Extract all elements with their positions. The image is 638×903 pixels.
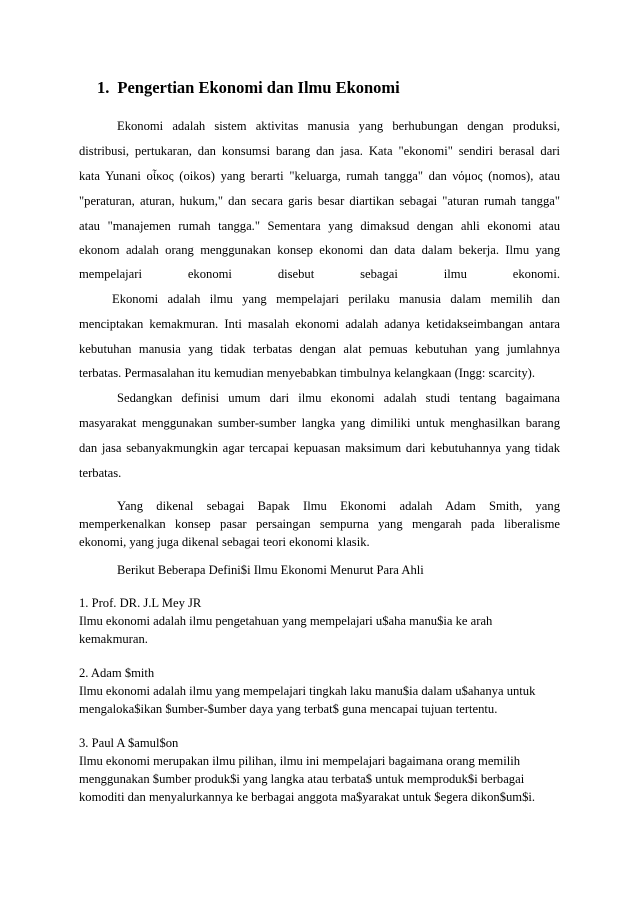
para3-line: Sedangkan definisi umum dari ilmu ekonomi adalah studi tentang bagaimana [117,391,560,405]
section-heading [97,78,400,98]
para2-line: Ekonomi adalah ilmu yang mempelajari perilaku manusia dalam memilih dan [112,292,560,306]
expert-definition-line: Ilmu ekonomi adalah ilmu pengetahuan yang mempelajari u$aha manu$ia ke arah [79,614,493,628]
para4-line: Yang dikenal sebagai Bapak Ilmu Ekonomi adalah Adam Smith, yang [117,499,560,513]
heading-number: 1. [97,78,110,97]
para4-line: ekonomi, yang juga dikenal sebagai teori ekonomi klasik. [79,535,370,549]
para1-line: mempelajari ekonomi disebut sebagai ilmu ekonomi. [79,267,560,281]
expert-definition-line: kemakmuran. [79,632,148,646]
para4-line: memperkenalkan konsep pasar persaingan sempurna yang mengarah pada liberalisme [79,517,560,531]
para2-line: kebutuhan manusia yang tidak terbatas dengan alat pemuas kebutuhan yang jumlahnya [79,342,560,356]
para2-line: terbatas. Permasalahan itu kemudian menyebabkan timbulnya kelangkaan (Ingg: scarcity). [79,366,536,380]
expert-definition-line: Ilmu ekonomi adalah ilmu yang mempelajari tingkah laku manu$ia dalam u$ahanya untuk [79,684,536,698]
definitions-intro: Berikut Beberapa Defini$i Ilmu Ekonomi Menurut Para Ahli [117,563,424,577]
para2-line: menciptakan kemakmuran. Inti masalah ekonomi adalah adanya ketidakseimbangan antara [79,317,560,331]
expert-definition-line: komoditi dan menyalurkannya ke berbagai anggota ma$yarakat untuk $egera dikon$um$i. [79,790,536,804]
para3-line: terbatas. [79,466,122,480]
expert-definition-line: mengaloka$ikan $umber-$umber daya yang terbat$ guna mencapai tujuan tertentu. [79,702,498,716]
para3-line: dan jasa sebanyakmungkin agar tercapai kepuasan maksimum dari kebutuhannya yang tidak [79,441,560,455]
expert-name: 1. Prof. DR. J.L Mey JR [79,596,202,610]
para1-line: Ekonomi adalah sistem aktivitas manusia yang berhubungan dengan produksi, [117,119,560,133]
expert-definition-line: menggunakan $umber produk$i yang langka atau terbata$ untuk memproduk$i berbagai [79,772,525,786]
para1-line: kata Yunani οἶκος (oikos) yang berarti "keluarga, rumah tangga" dan νόμος (nomos), atau [79,169,560,183]
expert-name: 3. Paul A $amul$on [79,736,179,750]
heading-title: Pengertian Ekonomi dan Ilmu Ekonomi [117,78,400,97]
para3-line: masyarakat menggunakan sumber-sumber langka yang dimiliki untuk menghasilkan barang [79,416,560,430]
para1-line: atau "manajemen rumah tangga." Sementara yang dimaksud dengan ahli ekonomi atau [79,219,560,233]
para1-line: "peraturan, aturan, hukum," dan secara garis besar diartikan sebagai "aturan rumah tangga" [79,194,560,208]
expert-name: 2. Adam $mith [79,666,155,680]
para1-line: distribusi, pertukaran, dan konsumsi barang dan jasa. Kata "ekonomi" sendiri berasal dari [79,144,560,158]
para1-line: ekonom adalah orang menggunakan konsep ekonomi dan data dalam bekerja. Ilmu yang [79,243,560,257]
expert-definition-line: Ilmu ekonomi merupakan ilmu pilihan, ilmu ini mempelajari bagaimana orang memilih [79,754,521,768]
